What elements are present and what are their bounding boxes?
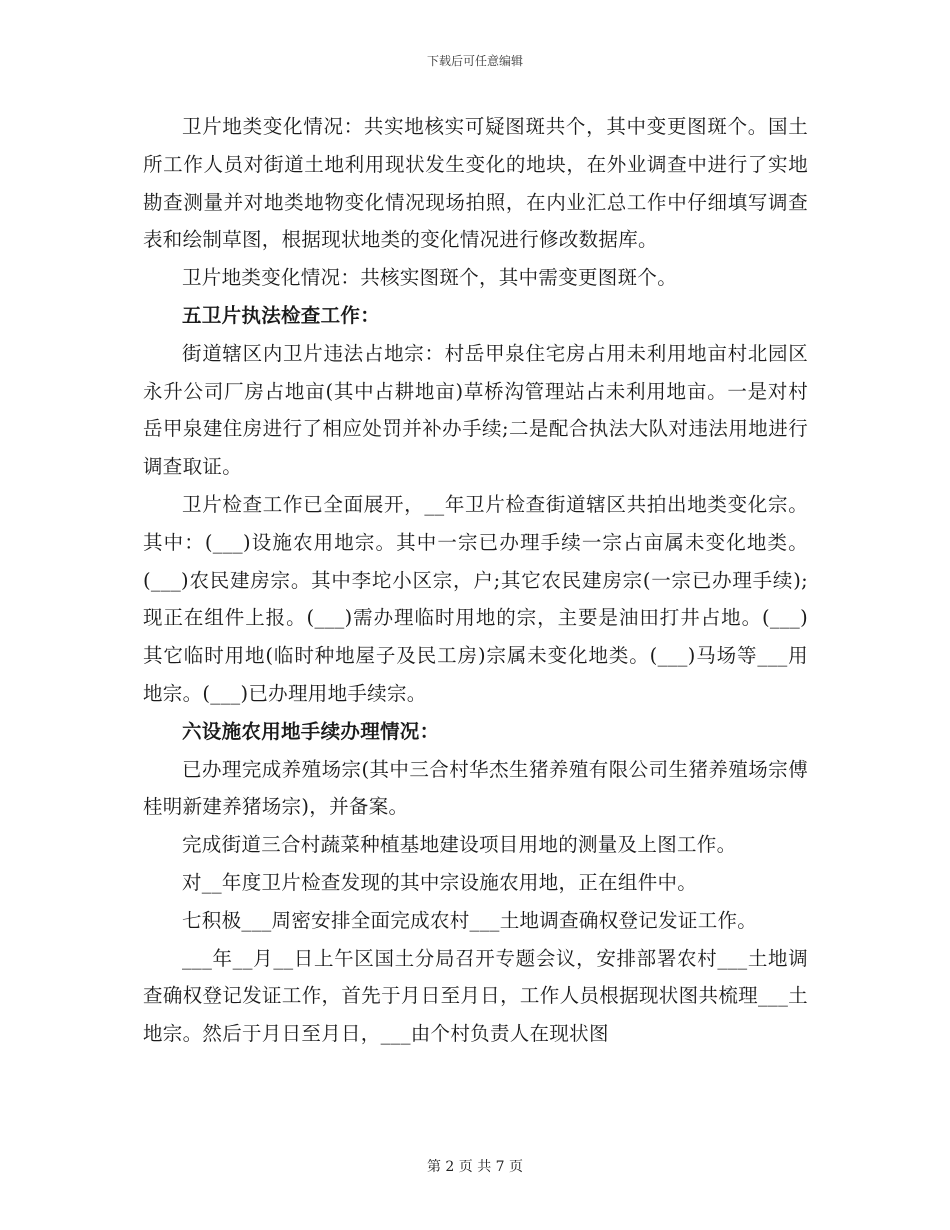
paragraph-7: 对__年度卫片检查发现的其中宗设施农用地，正在组件中。	[182, 870, 698, 894]
paragraph-9: ___年__月__日上午区国土分局召开专题会议，安排部署农村___土地调查确权登记发证工作，首先于月日至月日，工作人员根据现状图共梳理___土地宗。然后于月日至月日，___由个村负责人在现状图	[143, 946, 808, 1046]
page-footer: 第 2 页 共 7 页	[426, 1159, 524, 1175]
section-heading-6: 六设施农用地手续办理情况：	[182, 719, 440, 743]
document-body	[143, 108, 808, 1053]
paragraph-3: 街道辖区内卫片违法占地宗：村岳甲泉住宅房占用未利用地亩村北园区永升公司厂房占地亩(其中占耕地亩)草桥沟管理站占未利用地亩。一是对村岳甲泉建住房进行了相应处罚并补办手续;二是配合执法大队对违法用地进行调查取证。	[143, 341, 808, 479]
paragraph-2: 卫片地类变化情况：共核实图斑个，其中需变更图斑个。	[182, 266, 678, 290]
page-header: 下载后可任意编辑	[426, 54, 523, 68]
paragraph-8: 七积极___周密安排全面完成农村___土地调查确权登记发证工作。	[182, 908, 758, 932]
paragraph-1: 卫片地类变化情况：共实地核实可疑图斑共个，其中变更图斑个。国土所工作人员对街道土地利用现状发生变化的地块，在外业调查中进行了实地勘查测量并对地类地物变化情况现场拍照，在内业汇总工作中仔细填写调查表和绘制草图，根据现状地类的变化情况进行修改数据库。	[143, 115, 808, 252]
paragraph-4: 卫片检查工作已全面展开，__年卫片检查街道辖区共拍出地类变化宗。其中：(___)设施农用地宗。其中一宗已办理手续一宗占亩属未变化地类。(___)农民建房宗。其中李坨小区宗，户;其它农民建房宗(一宗已办理手续);现正在组件上报。(___)需办理临时用地的宗，主要是油田打井占地。(___)其它临时用地(临时种地屋子及民工房)宗属未变化地类。(___)马场等___用地宗。(___)已办理用地手续宗。	[143, 492, 808, 705]
section-heading-5: 五卫片执法检查工作：	[182, 303, 381, 327]
paragraph-5: 已办理完成养殖场宗(其中三合村华杰生猪养殖有限公司生猪养殖场宗傅桂明新建养猪场宗)，并备案。	[143, 757, 808, 819]
paragraph-6: 完成街道三合村蔬菜种植基地建设项目用地的测量及上图工作。	[182, 833, 737, 857]
